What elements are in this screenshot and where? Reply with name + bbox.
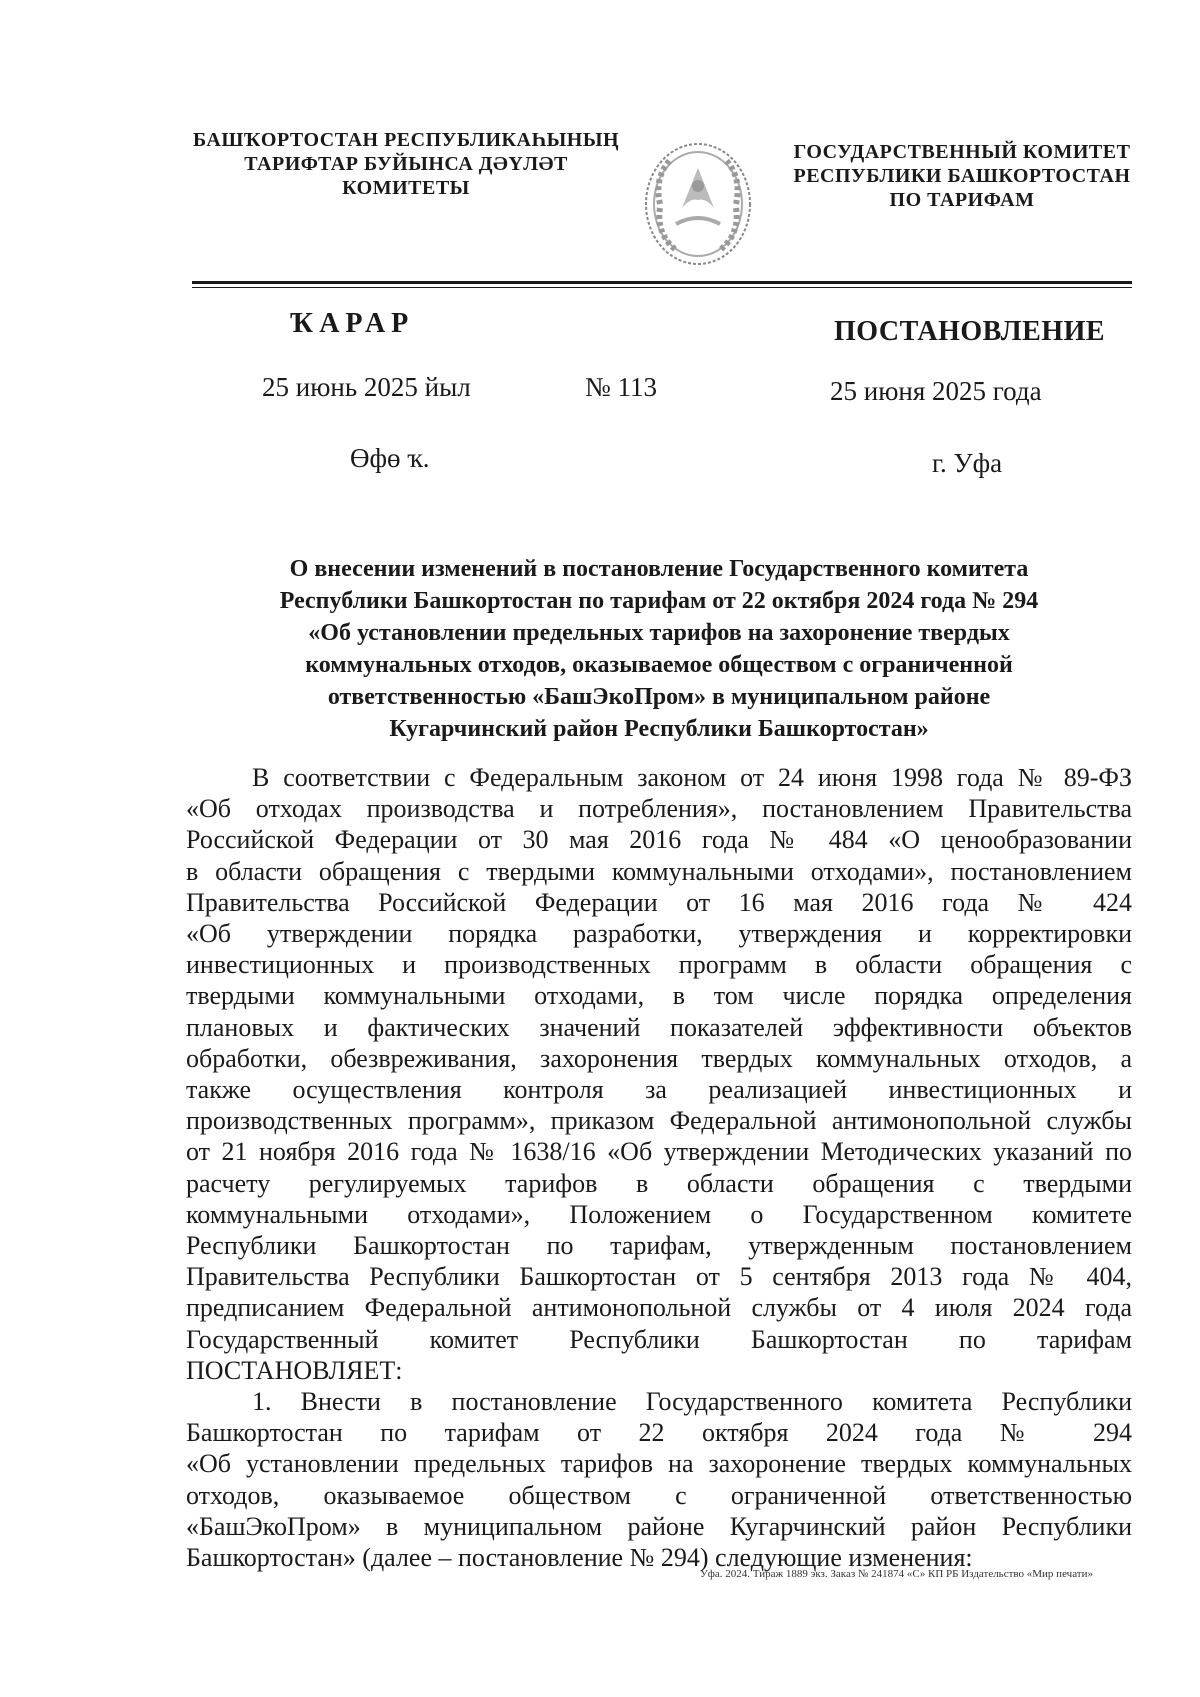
karar-heading: ҠАРАР: [290, 308, 415, 339]
header-right-line: РЕСПУБЛИКИ БАШКОРТОСТАН: [793, 165, 1131, 187]
header-left-line: ТАРИФТАР БУЙЫНСА ДӘҮЛӘТ: [244, 153, 568, 175]
body-line: В соответствии с Федеральным законом от 24 июня 1998 года № 89-ФЗ: [252, 763, 1132, 792]
title-line: ответственностью «БашЭкоПром» в муниципальном районе: [327, 684, 991, 710]
bashkortostan-emblem-icon: [640, 138, 756, 270]
body-line: «Об утверждении порядка разработки, утверждения и корректировки: [186, 919, 1132, 949]
header-right-russian: [792, 140, 1132, 212]
header-right-line: ГОСУДАРСТВЕННЫЙ КОМИТЕТ: [793, 141, 1131, 163]
document-title: [186, 553, 1132, 745]
body-line: «Об установлении предельных тарифов на захоронение твердых коммунальных: [186, 1449, 1132, 1479]
title-line: Республики Башкортостан по тарифам от 22 октября 2024 года № 294: [279, 588, 1039, 614]
body-line: производственных программ», приказом Федеральной антимонопольной службы: [186, 1106, 1132, 1136]
city-bashkir: Өфө ҡ.: [350, 443, 430, 473]
body-line: Российской Федерации от 30 мая 2016 года № 484 «О ценообразовании: [186, 825, 1132, 855]
header-left-bashkir: [186, 128, 626, 200]
body-line: ПОСТАНОВЛЯЕТ:: [186, 1355, 403, 1385]
body-line: также осуществления контроля за реализацией инвестиционных и: [186, 1075, 1132, 1105]
header-left-line: КОМИТЕТЫ: [342, 177, 470, 199]
header-left-line: БАШҠОРТОСТАН РЕСПУБЛИКАҺЫНЫҢ: [192, 129, 620, 151]
body-line: Башкортостан по тарифам от 22 октября 2024 года № 294: [186, 1418, 1132, 1448]
date-bashkir: 25 июнь 2025 йыл: [262, 372, 471, 402]
body-line: 1. Внести в постановление Государственного комитета Республики: [252, 1387, 1132, 1417]
body-line: «Об отходах производства и потребления», постановлением Правительства: [186, 794, 1132, 824]
title-line: «Об установлении предельных тарифов на захоронение твердых: [308, 620, 1010, 646]
print-footer-note: Уфа. 2024. Тираж 1889 экз. Заказ № 241874 «С» КП РБ Издательство «Мир печати»: [700, 1568, 1093, 1580]
body-line: обработки, обезвреживания, захоронения твердых коммунальных отходов, а: [186, 1043, 1132, 1073]
body-line: Правительства Российской Федерации от 16 мая 2016 года № 424: [186, 887, 1132, 917]
document-body: [186, 762, 1132, 1573]
body-line: плановых и фактических значений показателей эффективности объектов: [186, 1012, 1132, 1042]
body-line: Республики Башкортостан по тарифам, утвержденным постановлением: [186, 1231, 1132, 1261]
body-line: твердыми коммунальными отходами, в том числе порядка определения: [186, 981, 1132, 1011]
body-line: от 21 ноября 2016 года № 1638/16 «Об утверждении Методических указаний по: [186, 1137, 1132, 1167]
body-line: Башкортостан» (далее – постановление № 294) следующие изменения:: [186, 1543, 973, 1573]
title-line: Кугарчинский район Республики Башкортостан»: [389, 716, 929, 742]
body-line: отходов, оказываемое обществом с ограниченной ответственностью: [186, 1480, 1132, 1510]
postanovlenie-heading: ПОСТАНОВЛЕНИЕ: [834, 316, 1106, 347]
body-line: предписанием Федеральной антимонопольной службы от 4 июля 2024 года: [186, 1293, 1132, 1323]
body-line: расчету регулируемых тарифов в области обращения с твердыми: [186, 1168, 1132, 1198]
body-line: коммунальными отходами», Положением о Государственном комитете: [186, 1199, 1132, 1229]
body-line: «БашЭкоПром» в муниципальном районе Кугарчинский район Республики: [186, 1511, 1132, 1541]
body-line: Правительства Республики Башкортостан от 5 сентября 2013 года № 404,: [186, 1262, 1132, 1292]
document-number: № 113: [585, 372, 658, 402]
title-line: коммунальных отходов, оказываемое обществом с ограниченной: [305, 652, 1013, 678]
body-line: в области обращения с твердыми коммунальными отходами», постановлением: [186, 856, 1132, 886]
title-line: О внесении изменений в постановление Государственного комитета: [289, 556, 1029, 582]
header-divider-thin: [192, 287, 1132, 288]
header-divider-thick: [192, 281, 1132, 284]
body-line: инвестиционных и производственных программ в области обращения с: [186, 950, 1132, 980]
date-russian: 25 июня 2025 года: [830, 376, 1042, 406]
city-russian: г. Уфа: [932, 448, 1003, 478]
header-right-line: ПО ТАРИФАМ: [889, 189, 1035, 211]
body-line: Государственный комитет Республики Башкортостан по тарифам: [186, 1324, 1132, 1354]
